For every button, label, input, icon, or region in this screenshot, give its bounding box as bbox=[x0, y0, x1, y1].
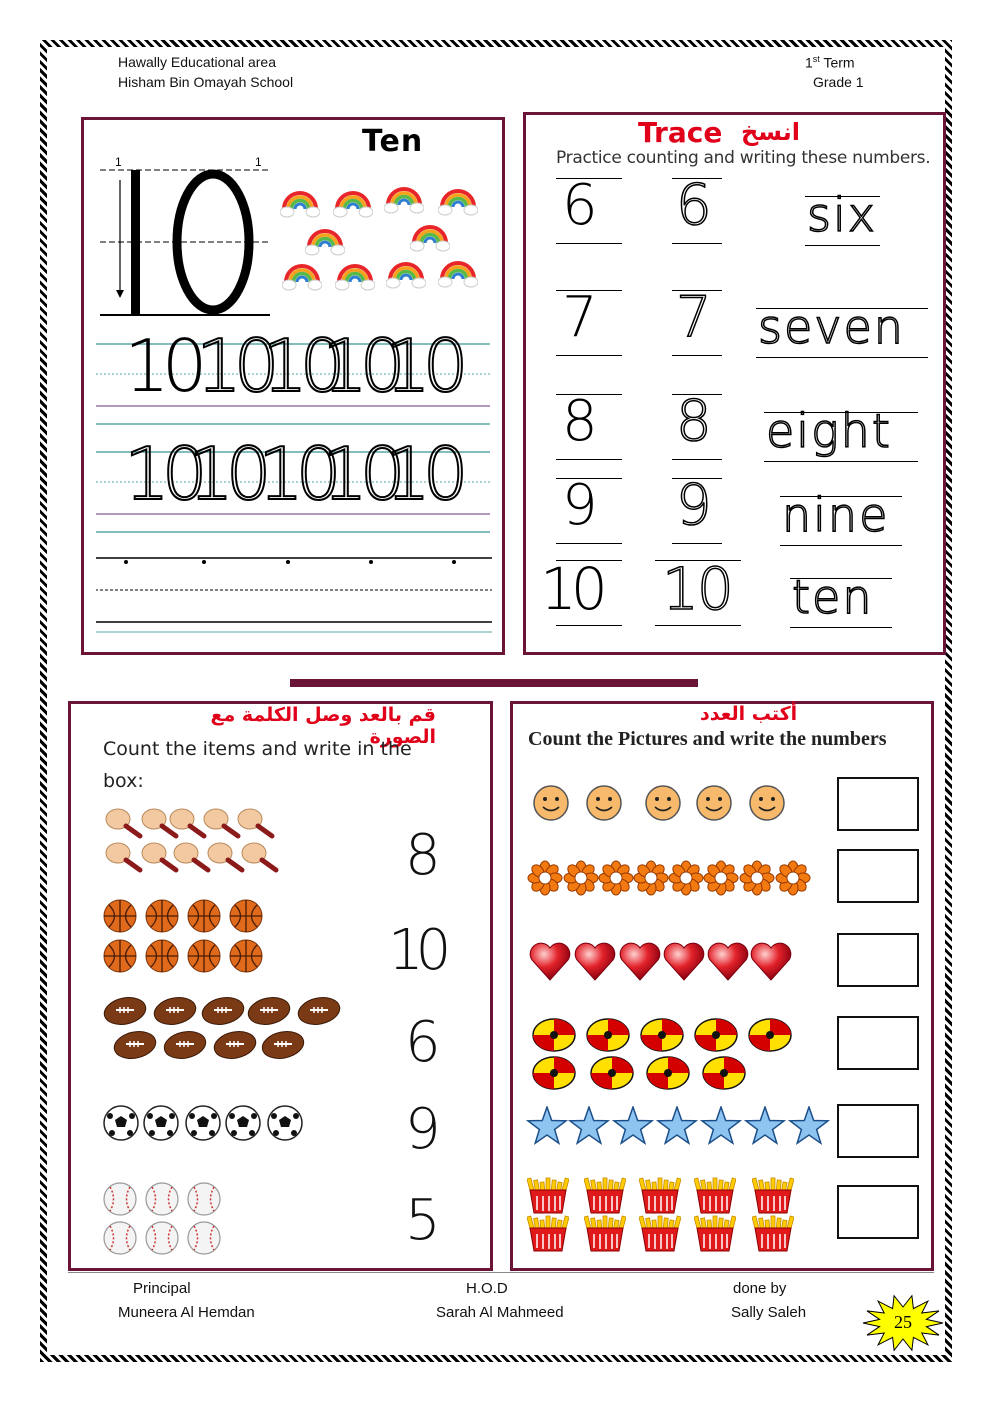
done-by-name: Sally Saleh bbox=[731, 1304, 807, 1321]
dotted-ten: 10 bbox=[196, 324, 272, 408]
smiley-face-icon bbox=[644, 784, 682, 822]
header-grade: Grade 1 bbox=[813, 74, 864, 90]
flower-icon bbox=[775, 860, 811, 896]
baseball-icon bbox=[144, 1181, 180, 1217]
heart-icon bbox=[527, 940, 573, 984]
answer-box-4[interactable] bbox=[837, 1016, 919, 1070]
star-icon bbox=[526, 1106, 568, 1148]
ping-pong-paddle-icon bbox=[236, 806, 276, 840]
trace-model-digit: 10 bbox=[540, 555, 602, 623]
ping-pong-paddle-icon bbox=[104, 806, 144, 840]
french-fries-icon bbox=[752, 1214, 794, 1252]
page-number: 25 bbox=[894, 1312, 912, 1332]
football-icon bbox=[102, 994, 148, 1028]
star-icon bbox=[744, 1106, 786, 1148]
hod-name: Sarah Al Mahmeed bbox=[436, 1304, 564, 1321]
french-fries-icon bbox=[694, 1176, 736, 1214]
star-icon bbox=[612, 1106, 654, 1148]
count-title-arabic: أكتب العدد bbox=[700, 703, 798, 725]
football-icon bbox=[152, 994, 198, 1028]
term-suffix: st bbox=[812, 54, 820, 64]
stroke-number-2: 1 bbox=[255, 155, 262, 169]
french-fries-icon bbox=[639, 1176, 681, 1214]
match-number-5: 5 bbox=[405, 1188, 441, 1253]
trace-word: ten bbox=[792, 570, 874, 624]
french-fries-icon bbox=[694, 1214, 736, 1252]
answer-box-2[interactable] bbox=[837, 849, 919, 903]
french-fries-icon bbox=[584, 1214, 626, 1252]
football-icon bbox=[246, 994, 292, 1028]
basketball-icon bbox=[228, 938, 264, 974]
flower-icon bbox=[598, 860, 634, 896]
soccer-ball-icon bbox=[266, 1104, 304, 1142]
french-fries-icon bbox=[584, 1176, 626, 1214]
trace-model-digit: 9 bbox=[562, 473, 592, 538]
flower-icon bbox=[563, 860, 599, 896]
heart-icon bbox=[617, 940, 663, 984]
count-instruction: Count the Pictures and write the numbers bbox=[528, 728, 887, 750]
rainbow-icon bbox=[333, 183, 373, 221]
rainbow-icon bbox=[305, 221, 345, 259]
basketball-icon bbox=[186, 938, 222, 974]
rainbow-icon bbox=[410, 217, 450, 255]
answer-box-1[interactable] bbox=[837, 777, 919, 831]
star-icon bbox=[700, 1106, 742, 1148]
match-title-arabic: قم بالعد وصل الكلمة مع الصورة bbox=[210, 704, 436, 748]
smiley-face-icon bbox=[748, 784, 786, 822]
heart-icon bbox=[748, 940, 794, 984]
trace-dotted-digit: 10 bbox=[662, 555, 732, 623]
term-word: Term bbox=[823, 54, 855, 71]
rainbow-icon bbox=[280, 183, 320, 221]
match-number-3: 6 bbox=[405, 1010, 441, 1075]
solid-ten: 10 bbox=[124, 324, 200, 408]
header-term bbox=[805, 54, 855, 71]
basketball-icon bbox=[144, 898, 180, 934]
trace-dotted-digit: 9 bbox=[676, 473, 710, 538]
beach-ball-icon bbox=[638, 1016, 686, 1054]
soccer-ball-icon bbox=[142, 1104, 180, 1142]
beach-ball-icon bbox=[700, 1054, 748, 1092]
big-ten-illustration bbox=[95, 150, 275, 320]
dotted-ten: 10 bbox=[385, 432, 461, 516]
rainbow-icon bbox=[386, 254, 426, 292]
dotted-ten: 10 bbox=[188, 432, 264, 516]
football-icon bbox=[260, 1028, 306, 1062]
ten-title: Ten bbox=[362, 124, 424, 159]
principal-label: Principal bbox=[133, 1280, 191, 1297]
basketball-icon bbox=[102, 898, 138, 934]
section-divider bbox=[290, 679, 698, 687]
heart-icon bbox=[705, 940, 751, 984]
rainbow-icon bbox=[384, 179, 424, 217]
football-icon bbox=[200, 994, 246, 1028]
dotted-ten: 10 bbox=[124, 432, 200, 516]
football-icon bbox=[112, 1028, 158, 1062]
trace-title-arabic: انسخ bbox=[741, 118, 800, 146]
trace-dotted-digit: 8 bbox=[676, 389, 710, 454]
french-fries-icon bbox=[752, 1176, 794, 1214]
basketball-icon bbox=[144, 938, 180, 974]
trace-word: seven bbox=[758, 300, 905, 354]
french-fries-icon bbox=[639, 1214, 681, 1252]
star-icon bbox=[568, 1106, 610, 1148]
dotted-ten: 10 bbox=[258, 432, 334, 516]
heart-icon bbox=[661, 940, 707, 984]
baseball-icon bbox=[186, 1220, 222, 1256]
smiley-face-icon bbox=[532, 784, 570, 822]
match-instruction-line2: box: bbox=[103, 770, 144, 792]
footer-rule bbox=[68, 1272, 934, 1273]
football-icon bbox=[162, 1028, 208, 1062]
match-instruction-line1: Count the items and write in the bbox=[103, 738, 412, 760]
trace-title: Trace bbox=[638, 116, 723, 149]
flower-icon bbox=[633, 860, 669, 896]
basketball-icon bbox=[228, 898, 264, 934]
football-icon bbox=[212, 1028, 258, 1062]
star-icon bbox=[656, 1106, 698, 1148]
answer-box-5[interactable] bbox=[837, 1104, 919, 1158]
baseball-icon bbox=[144, 1220, 180, 1256]
soccer-ball-icon bbox=[102, 1104, 140, 1142]
beach-ball-icon bbox=[588, 1054, 636, 1092]
answer-box-6[interactable] bbox=[837, 1185, 919, 1239]
trace-model-digit: 7 bbox=[562, 285, 592, 350]
baseball-icon bbox=[102, 1181, 138, 1217]
flower-icon bbox=[739, 860, 775, 896]
trace-word: six bbox=[807, 188, 877, 242]
header-area: Hawally Educational area bbox=[118, 54, 276, 70]
beach-ball-icon bbox=[584, 1016, 632, 1054]
match-number-4: 9 bbox=[405, 1097, 441, 1162]
baseball-icon bbox=[186, 1181, 222, 1217]
dotted-ten: 10 bbox=[322, 324, 398, 408]
rainbow-icon bbox=[335, 256, 375, 294]
header-school: Hisham Bin Omayah School bbox=[118, 74, 294, 90]
trace-word: eight bbox=[766, 404, 892, 458]
rainbow-icon bbox=[438, 253, 478, 291]
hod-label: H.O.D bbox=[466, 1280, 508, 1297]
smiley-face-icon bbox=[695, 784, 733, 822]
soccer-ball-icon bbox=[224, 1104, 262, 1142]
term-number: 1 bbox=[805, 54, 813, 71]
football-icon bbox=[296, 994, 342, 1028]
baseball-icon bbox=[102, 1220, 138, 1256]
ping-pong-paddle-icon bbox=[104, 840, 144, 874]
trace-dotted-digit: 6 bbox=[676, 173, 710, 238]
beach-ball-icon bbox=[746, 1016, 794, 1054]
dotted-ten: 10 bbox=[385, 324, 461, 408]
flower-icon bbox=[703, 860, 739, 896]
french-fries-icon bbox=[527, 1214, 569, 1252]
match-number-1: 8 bbox=[405, 823, 441, 888]
smiley-face-icon bbox=[585, 784, 623, 822]
dotted-ten: 10 bbox=[322, 432, 398, 516]
basketball-icon bbox=[102, 938, 138, 974]
beach-ball-icon bbox=[530, 1054, 578, 1092]
basketball-icon bbox=[186, 898, 222, 934]
beach-ball-icon bbox=[692, 1016, 740, 1054]
french-fries-icon bbox=[527, 1176, 569, 1214]
trace-instruction: Practice counting and writing these numbers. bbox=[556, 148, 931, 168]
flower-icon bbox=[527, 860, 563, 896]
match-number-2: 10 bbox=[388, 918, 444, 983]
answer-box-3[interactable] bbox=[837, 933, 919, 987]
trace-model-digit: 6 bbox=[562, 173, 592, 238]
dotted-ten: 10 bbox=[262, 324, 338, 408]
beach-ball-icon bbox=[530, 1016, 578, 1054]
trace-model-digit: 8 bbox=[562, 389, 592, 454]
star-icon bbox=[788, 1106, 830, 1148]
soccer-ball-icon bbox=[184, 1104, 222, 1142]
trace-word: nine bbox=[782, 488, 890, 542]
rainbow-icon bbox=[282, 256, 322, 294]
flower-icon bbox=[668, 860, 704, 896]
rainbow-icon bbox=[438, 181, 478, 219]
trace-dotted-digit: 7 bbox=[676, 285, 710, 350]
stroke-number-1: 1 bbox=[115, 155, 122, 169]
ping-pong-paddle-icon bbox=[240, 840, 280, 874]
principal-name: Muneera Al Hemdan bbox=[118, 1304, 255, 1321]
heart-icon bbox=[572, 940, 618, 984]
done-by-label: done by bbox=[733, 1280, 787, 1297]
beach-ball-icon bbox=[644, 1054, 692, 1092]
